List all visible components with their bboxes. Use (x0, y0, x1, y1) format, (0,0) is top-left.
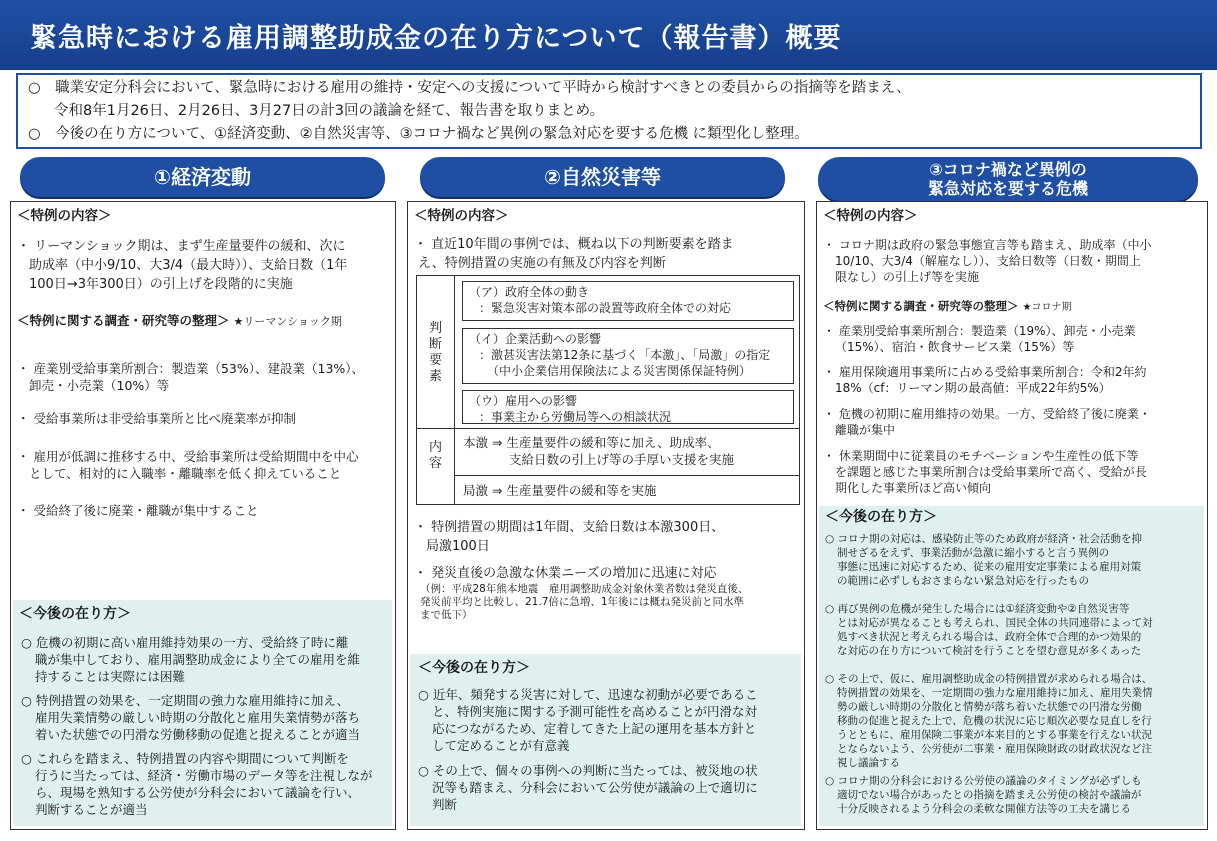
text-line: ・ 特例措置の期間は1年間、支給日数は本激300日、 (414, 520, 725, 535)
special-measures-text (823, 237, 1152, 285)
future-item (21, 750, 373, 818)
factor-text: （中小企業信用保険法による災害関係保証特例） (487, 364, 752, 378)
future-title: ＜今後の在り方＞ (19, 606, 131, 622)
text-line: ・ 雇用保険適用事業所に占める受給事業所割合：令和2年約 (823, 365, 1147, 379)
future-item (825, 672, 1153, 770)
future-item (418, 762, 758, 813)
text-line: 本激 ⇒ 生産量要件の緩和等に加え、助成率、 (463, 435, 720, 450)
text-line: 制せざるをえず、事業活動が急激に縮小すると言う異例の (837, 547, 1110, 559)
text-line: と、特例実施に関する予測可能性を高めることが円滑な対 (432, 704, 758, 719)
text-line: 特例措置の効果を、一定期間の強力な雇用維持に加え、雇用失業情 (837, 687, 1153, 699)
intro-line-1: ○ 職業安定分科会において、緊急時における雇用の維持・安定への支援について平時から検討すべきとの委員からの指摘等を踏まえ、 (28, 80, 911, 96)
text-line: 処すべき状況と考えられる場合は、政府全体で合理的かつ効果的 (837, 631, 1142, 643)
factor-government (462, 281, 794, 321)
text-line: 判断することが適当 (35, 802, 148, 817)
text-line: ○ 再び異例の危機が発生した場合には①経済変動や②自然災害等 (825, 603, 1130, 615)
major-disaster-row (455, 431, 799, 471)
text-line: 十分反映されるよう分科会の柔軟な開催方法等の工夫を講じる (837, 803, 1131, 815)
text-line: ○ 特例措置の効果を、一定期間の強力な雇用維持に加え、 (21, 693, 350, 708)
research-item (17, 360, 364, 394)
research-tag: ★コロナ期 (1022, 302, 1072, 313)
text-line: として、相対的に入職率・離職率を低く抑えていること (29, 466, 342, 481)
text-line: 離職が集中 (835, 423, 896, 437)
text-line: の範囲に必ずしもおさまらない緊急対応を行ったもの (837, 575, 1089, 587)
text-line: ・ 産業別受給事業所割合：製造業（19%）、卸売・小売業 (823, 324, 1136, 338)
factor-text: ：緊急災害対策本部の設置等政府全体での対応 (479, 301, 732, 315)
divider (455, 475, 799, 476)
text-line: を課題と感じた事業所割合は受給事業所で高く、受給が長 (835, 465, 1147, 479)
factor-title: （ア）政府全体の動き (469, 285, 590, 299)
research-item (823, 323, 1136, 355)
text-line: 100日→3年300日）の引上げを段階的に実施 (29, 277, 293, 292)
text-line: ○ 近年、頻発する災害に対して、迅速な初動が必要であるこ (418, 687, 758, 702)
future-item (21, 692, 360, 743)
text-line: 支給日数の引上げ等の手厚い支援を実施 (509, 452, 735, 467)
future-item (21, 634, 360, 685)
text-line: ○ その上で、個々の事例への判断に当たっては、被災地の状 (418, 763, 758, 778)
factor-business (462, 328, 794, 384)
research-item (823, 448, 1147, 496)
factor-title: （ウ）雇用への影響 (469, 394, 578, 408)
natural-disaster-column (407, 201, 805, 830)
text-line: して定めることが有意義 (432, 738, 570, 753)
text-line: 応につながるため、定着してきた上記の運用を基本方針と (432, 721, 757, 736)
vertical-label: 判断要素 (428, 321, 442, 384)
text-line: 移動の促進と捉えた上で、危機の状況に応じ順次必要な見直しを行 (837, 715, 1152, 727)
exceptional-crisis-heading-line-2: 緊急対応を要する危機 (927, 179, 1088, 198)
economic-fluctuation-heading: ①経済変動 (20, 157, 385, 197)
research-title-row (823, 297, 1071, 316)
text-line: 発災前平均と比較し、21.7倍に急増、1年後には概ね発災前と同水準 (420, 596, 745, 608)
text-line: 助成率（中小9/10、大3/4（最大時））、支給日数（1年 (29, 258, 348, 273)
page-title: 緊急時における雇用調整助成金の在り方について（報告書）概要 (0, 0, 1217, 70)
research-item: ・ 受給終了後に廃業・離職が集中すること (17, 503, 259, 518)
future-section (13, 600, 392, 826)
text-line: 事態に迅速に対応するため、従来の雇用安定事業による雇用対策 (837, 561, 1142, 573)
factor-title: （イ）企業活動への影響 (469, 332, 602, 346)
text-line: 局激100日 (426, 539, 490, 554)
text-line: 行うに当たっては、経済・労働市場のデータ等を注視しなが (35, 768, 373, 783)
text-line: え、特例措置の実施の有無及び内容を判断 (418, 256, 666, 271)
future-title: ＜今後の在り方＞ (825, 509, 937, 525)
text-line: ・ コロナ期は政府の緊急事態宣言等も踏まえ、助成率（中小 (823, 238, 1152, 252)
rapid-response-text: ・ 発災直後の急激な休業ニーズの増加に迅速に対応 (414, 566, 717, 581)
text-line: 持することは実際には困難 (35, 669, 186, 684)
research-title: ＜特例に関する調査・研究等の整理＞ (823, 299, 1019, 313)
exceptional-crisis-heading-line-1: ③コロナ禍など異例の (929, 160, 1087, 179)
future-section (819, 506, 1204, 826)
divider (417, 428, 799, 429)
text-line: 18%（cf：リーマン期の最高値：平成22年約5%） (835, 381, 1111, 395)
intro-line-2: 令和8年1月26日、2月26日、3月27日の計3回の議論を経て、報告書を取りまとめ。 (54, 103, 605, 119)
text-line: （15%）、宿泊・飲食サービス業（15%）等 (835, 340, 1075, 354)
text-line: 適切でない場合があったとの指摘を踏まえ公労使の検討や議論が (837, 789, 1142, 801)
research-item (823, 406, 1151, 438)
future-item (825, 774, 1142, 816)
content-label (417, 428, 455, 504)
text-line: ・ リーマンショック期は、まず生産量要件の緩和、次に (17, 239, 346, 254)
research-title: ＜特例に関する調査・研究等の整理＞ (17, 313, 230, 328)
exceptional-crisis-heading (818, 157, 1198, 201)
text-line: とならないよう、公労使が二事業・雇用保険財政の財政状況など注 (837, 743, 1152, 755)
text-line: 着いた状態での円滑な労働移動の促進と捉えることが適当 (35, 727, 361, 742)
special-measures-title: ＜特例の内容＞ (823, 208, 918, 224)
special-measures-title: ＜特例の内容＞ (17, 208, 112, 224)
text-line: ○ コロナ期の分科会における公労使の議論のタイミングが必ずしも (825, 775, 1142, 787)
research-tag: ★リーマンショック期 (233, 315, 342, 328)
text-line: まで低下） (420, 609, 473, 621)
special-measures-text (414, 235, 734, 273)
research-item: ・ 受給事業所は非受給事業所と比べ廃業率が抑制 (17, 411, 296, 426)
text-line: 視し議論する (837, 757, 900, 769)
special-measures-text (17, 237, 347, 294)
text-line: ・ 休業期間中に従業員のモチベーションや生産性の低下等 (823, 449, 1139, 463)
special-measures-title: ＜特例の内容＞ (414, 208, 509, 224)
text-line: 雇用失業情勢の厳しい時期の分散化と雇用失業情勢が落ち (35, 710, 361, 725)
text-line: 卸売・小売業（10%）等 (29, 378, 170, 393)
text-line: ○ コロナ期の対応は、感染防止等のため政府が経済・社会活動を抑 (825, 533, 1142, 545)
text-line: 判断 (432, 797, 458, 812)
natural-disaster-heading: ②自然災害等 (420, 157, 785, 197)
text-line: 期化した事業所ほど高い傾向 (835, 481, 992, 495)
economic-fluctuation-column (10, 201, 396, 830)
future-item (825, 602, 1153, 658)
future-item (418, 686, 758, 754)
future-title: ＜今後の在り方＞ (418, 660, 530, 676)
text-line: ・ 直近10年間の事例では、概ね以下の判断要素を踏ま (414, 237, 734, 252)
research-item (823, 364, 1146, 396)
text-line: ○ これらを踏まえ、特例措置の内容や期間について判断を (21, 751, 349, 766)
text-line: 況等も踏まえ、分科会において公労使が議論の上で適切に (432, 780, 758, 795)
local-disaster-row: 局激 ⇒ 生産量要件の緩和等を実施 (463, 483, 657, 498)
text-line: 勢の厳しい時期の分散化と情勢が落ち着いた状態での円滑な労働 (837, 701, 1142, 713)
text-line: ・ 産業別受給事業所割合：製造業（53%）、建設業（13%）、 (17, 361, 365, 376)
example-note (420, 583, 748, 622)
intro-line-3: ○ 今後の在り方について、①経済変動、②自然災害等、③コロナ禍など異例の緊急対応を要する危機 に類型化し整理。 (28, 126, 809, 142)
text-line: とは対応が異なることも考えられ、国民全体の共同連帯によって対 (837, 617, 1153, 629)
exceptional-crisis-column (816, 201, 1208, 830)
factor-text: ：激甚災害法第12条に基づく「本激」、「局激」の指定 (479, 348, 771, 362)
research-item (17, 448, 358, 482)
text-line: （例：平成28年熊本地震 雇用調整助成金対象休業者数は発災直後、 (420, 583, 749, 595)
text-line: 10/10、大3/4（解雇なし））、支給日数等（日数・期間上 (835, 254, 1141, 268)
vertical-label: 内容 (428, 440, 442, 471)
text-line: な対応の在り方について検討を行うことを望む意見が多くあった (837, 645, 1142, 657)
text-line: うとともに、雇用保険二事業が本来目的とする事業を行えない状況 (837, 729, 1152, 741)
text-line: ○ その上で、仮に、雇用調整助成金の特例措置が求められる場合は、 (825, 673, 1153, 685)
future-section (410, 654, 801, 826)
text-line: ら、現場を熟知する公労使が分科会において議論を行い、 (35, 785, 361, 800)
text-line: 限なし）の引上げ等を実施 (835, 270, 980, 284)
factor-text: ：事業主から労働局等への相談状況 (479, 410, 672, 424)
intro-box (16, 73, 1202, 149)
judgment-factors-table (416, 275, 800, 505)
text-line: 職が集中しており、雇用調整助成金により全ての雇用を維 (35, 652, 361, 667)
judgment-factors-label (417, 276, 455, 428)
text-line: ○ 危機の初期に高い雇用維持効果の一方、受給終了時に離 (21, 635, 349, 650)
text-line: ・ 危機の初期に雇用維持の効果。一方、受給終了後に廃業・ (823, 407, 1151, 421)
future-item (825, 532, 1142, 588)
period-text (414, 518, 724, 556)
factor-employment (462, 390, 794, 424)
research-title-row (17, 312, 342, 330)
text-line: ・ 雇用が低調に推移する中、受給事業所は受給期間中を中心 (17, 449, 359, 464)
